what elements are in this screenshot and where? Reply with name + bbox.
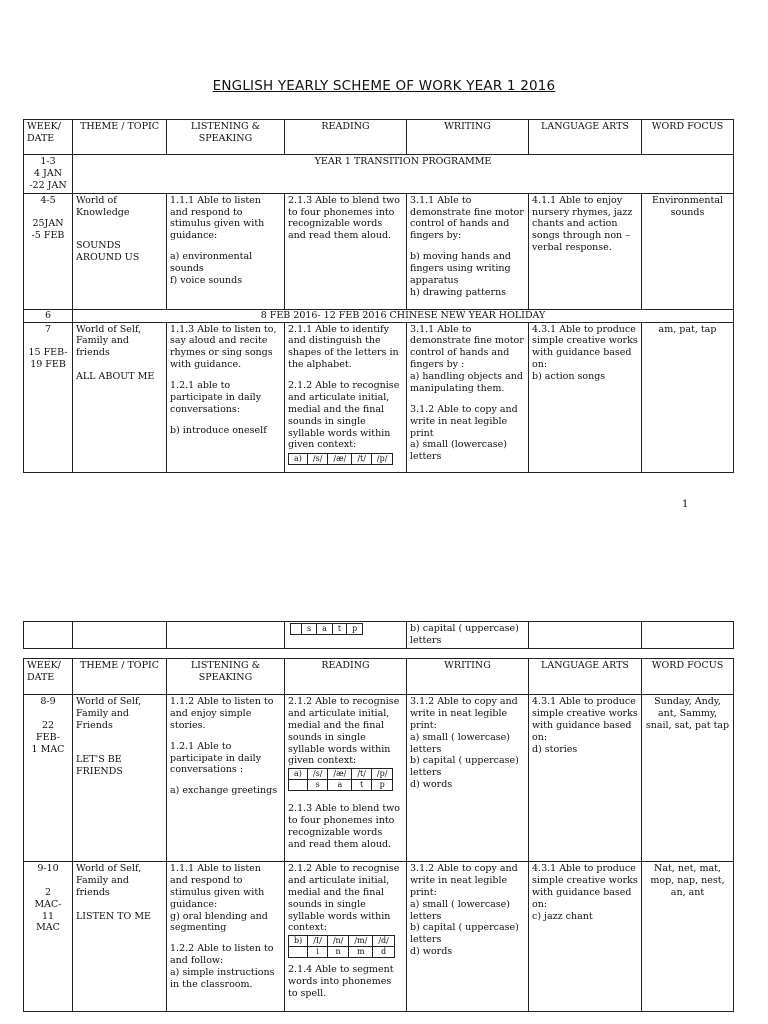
week-cell: 9-10 2 MAC- 11 MAC	[24, 862, 73, 1012]
table-row	[24, 193, 734, 309]
table-row	[24, 322, 734, 473]
writing-cell: b) capital ( uppercase) letters	[407, 622, 529, 649]
holiday-banner: 8 FEB 2016- 12 FEB 2016 CHINESE NEW YEAR HOLIDAY	[73, 309, 734, 322]
week-cell: 7 15 FEB- 19 FEB	[24, 322, 73, 473]
letter-table: s a t p	[290, 623, 363, 635]
week-cell: 4-5 25JAN -5 FEB	[24, 193, 73, 309]
header-writing: WRITING	[407, 120, 529, 155]
page-number: 1	[682, 499, 689, 510]
theme-cell: World of Self, Family and Friends LET'S BE FRIENDS	[73, 695, 167, 862]
header-reading: READING	[285, 659, 407, 695]
language-arts-cell: 4.3.1 Able to produce simple creative works with guidance based on: c) jazz chant	[529, 862, 642, 1012]
reading-cell: 2.1.2 Able to recognise and articulate initial, medial and the final sounds in single syllable words within context: b) /I/ /n/ /m/ /d/ i n m d 2.1.4 Able to segment words into phonemes to spell.	[285, 862, 407, 1012]
header-language-arts: LANGUAGE ARTS	[529, 120, 642, 155]
table-row	[24, 695, 734, 862]
word-focus-cell: Environmental sounds	[642, 193, 734, 309]
header-listening: LISTENING & SPEAKING	[167, 659, 285, 695]
table-row	[24, 155, 734, 194]
word-focus-cell: Sunday, Andy, ant, Sammy, snail, sat, pat tap	[642, 695, 734, 862]
table-row	[24, 309, 734, 322]
week-cell: 6	[24, 309, 73, 322]
header-reading: READING	[285, 120, 407, 155]
listening-cell: 1.1.1 Able to listen and respond to stimulus given with guidance: a) environmental sounds f) voice sounds	[167, 193, 285, 309]
header-writing: WRITING	[407, 659, 529, 695]
listening-cell: 1.1.2 Able to listen to and enjoy simple stories. 1.2.1 Able to participate in daily conversations : a) exchange greetings	[167, 695, 285, 862]
word-focus-cell: Nat, net, mat, mop, nap, nest, an, ant	[642, 862, 734, 1012]
phoneme-table: a) /s/ /æ/ /t/ /p/	[288, 453, 393, 465]
language-arts-cell: 4.1.1 Able to enjoy nursery rhymes, jazz chants and action songs through non – verbal response.	[529, 193, 642, 309]
theme-cell: World of Self, Family and friends LISTEN TO ME	[73, 862, 167, 1012]
header-row	[24, 659, 734, 695]
listening-cell: 1.1.3 Able to listen to, say aloud and recite rhymes or sing songs with guidance. 1.2.1 able to participate in daily conversations: b) introduce oneself	[167, 322, 285, 473]
writing-cell: 3.1.2 Able to copy and write in neat legible print: a) small ( lowercase) letters b) capital ( uppercase) letters d) words	[407, 862, 529, 1012]
scheme-table-2	[23, 658, 734, 1012]
phoneme-table: b) /I/ /n/ /m/ /d/ i n m d	[288, 935, 395, 958]
header-listening: LISTENING & SPEAKING	[167, 120, 285, 155]
header-theme: THEME / TOPIC	[73, 659, 167, 695]
reading-cell	[285, 622, 407, 649]
reading-cell: 2.1.1 Able to identify and distinguish the shapes of the letters in the alphabet. 2.1.2 Able to recognise and articulate initial, medial and the final sounds in single syllable words within given context: a) /s/ /æ/ /t/ /p/	[285, 322, 407, 473]
scheme-table-1	[23, 119, 734, 473]
transition-banner: YEAR 1 TRANSITION PROGRAMME	[73, 155, 734, 194]
header-word-focus: WORD FOCUS	[642, 659, 734, 695]
word-focus-cell: am, pat, tap	[642, 322, 734, 473]
reading-cell: 2.1.2 Able to recognise and articulate initial, medial and the final sounds in single syllable words within given context: a) /s/ /æ/ /t/ /p/ s a t p 2.1.3 Able to blend two to four phonemes into recognizable words and read them aloud.	[285, 695, 407, 862]
header-theme: THEME / TOPIC	[73, 120, 167, 155]
writing-cell: 3.1.1 Able to demonstrate fine motor control of hands and fingers by: b) moving hands and fingers using writing apparatus h) drawing patterns	[407, 193, 529, 309]
language-arts-cell: 4.3.1 Able to produce simple creative works with guidance based on: b) action songs	[529, 322, 642, 473]
theme-cell: World of Knowledge SOUNDS AROUND US	[73, 193, 167, 309]
week-cell: 1-3 4 JAN -22 JAN	[24, 155, 73, 194]
week-cell: 8-9 22 FEB- 1 MAC	[24, 695, 73, 862]
theme-cell: World of Self, Family and friends ALL ABOUT ME	[73, 322, 167, 473]
header-language-arts: LANGUAGE ARTS	[529, 659, 642, 695]
header-week: WEEK/ DATE	[24, 659, 73, 695]
document-title: ENGLISH YEARLY SCHEME OF WORK YEAR 1 2016	[212, 78, 556, 94]
listening-cell: 1.1.1 Able to listen and respond to stimulus given with guidance: g) oral blending and segmenting 1.2.2 Able to listen to and follow: a) simple instructions in the classroom.	[167, 862, 285, 1012]
header-word-focus: WORD FOCUS	[642, 120, 734, 155]
writing-cell: 3.1.1 Able to demonstrate fine motor control of hands and fingers by : a) handling objects and manipulating them. 3.1.2 Able to copy and write in neat legible print a) small (lowercase) letters	[407, 322, 529, 473]
writing-cell: 3.1.2 Able to copy and write in neat legible print: a) small ( lowercase) letters b) capital ( uppercase) letters d) words	[407, 695, 529, 862]
header-row	[24, 120, 734, 155]
table-row	[24, 862, 734, 1012]
reading-cell: 2.1.3 Able to blend two to four phonemes into recognizable words and read them aloud.	[285, 193, 407, 309]
phoneme-table: a) /s/ /æ/ /t/ /p/ s a t p	[288, 768, 393, 791]
table-row	[24, 622, 734, 649]
language-arts-cell: 4.3.1 Able to produce simple creative works with guidance based on: d) stories	[529, 695, 642, 862]
header-week: WEEK/ DATE	[24, 120, 73, 155]
scheme-table-continuation	[23, 621, 734, 649]
